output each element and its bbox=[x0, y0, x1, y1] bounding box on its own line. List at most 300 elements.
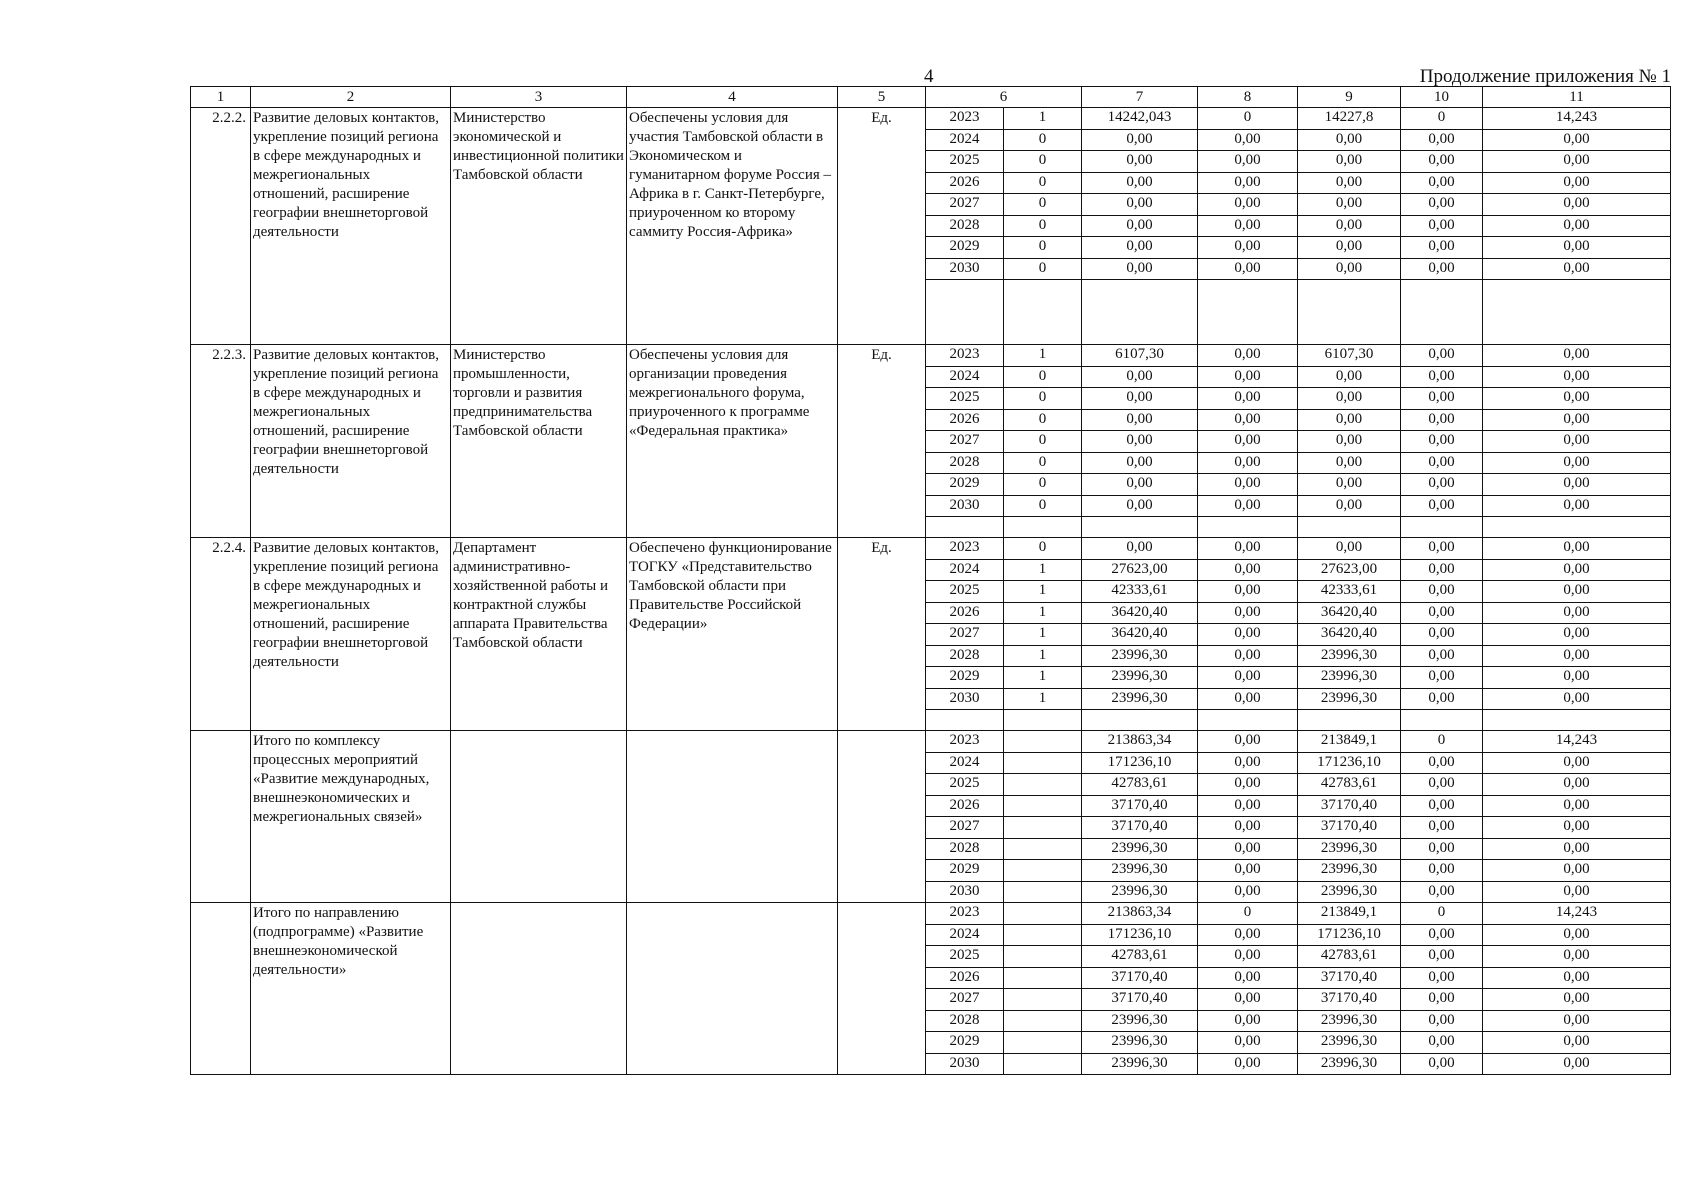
indicator-value-cell bbox=[1004, 838, 1082, 860]
empty-cell bbox=[1004, 517, 1082, 538]
federal-budget-cell: 0,00 bbox=[1198, 860, 1298, 882]
regional-budget-cell: 0,00 bbox=[1298, 129, 1401, 151]
regional-budget-cell: 0,00 bbox=[1298, 366, 1401, 388]
empty-cell bbox=[1401, 710, 1483, 731]
empty-cell bbox=[1198, 517, 1298, 538]
federal-budget-cell: 0,00 bbox=[1198, 881, 1298, 903]
federal-budget-cell: 0,00 bbox=[1198, 258, 1298, 280]
year-cell: 2026 bbox=[926, 967, 1004, 989]
federal-budget-cell: 0,00 bbox=[1198, 452, 1298, 474]
local-budget-cell: 0,00 bbox=[1401, 989, 1483, 1011]
total-funding-cell: 37170,40 bbox=[1082, 967, 1198, 989]
federal-budget-cell: 0,00 bbox=[1198, 559, 1298, 581]
expected-result bbox=[627, 731, 838, 903]
table-row bbox=[191, 345, 1671, 367]
local-budget-cell: 0,00 bbox=[1401, 559, 1483, 581]
year-cell: 2025 bbox=[926, 581, 1004, 603]
indicator-value-cell bbox=[1004, 1010, 1082, 1032]
year-cell: 2030 bbox=[926, 881, 1004, 903]
empty-cell bbox=[1401, 280, 1483, 345]
responsible-executor: Департамент административно-хозяйственной работы и контрактной службы аппарата Правительства Тамбовской области bbox=[451, 538, 627, 731]
federal-budget-cell: 0,00 bbox=[1198, 172, 1298, 194]
regional-budget-cell: 23996,30 bbox=[1298, 645, 1401, 667]
empty-cell bbox=[1483, 710, 1671, 731]
indicator-value-cell bbox=[1004, 903, 1082, 925]
federal-budget-cell: 0,00 bbox=[1198, 795, 1298, 817]
extrabudgetary-cell: 0,00 bbox=[1483, 817, 1671, 839]
regional-budget-cell: 213849,1 bbox=[1298, 731, 1401, 753]
appendix-table bbox=[190, 86, 1671, 1075]
regional-budget-cell: 0,00 bbox=[1298, 194, 1401, 216]
federal-budget-cell: 0,00 bbox=[1198, 581, 1298, 603]
row-code: 2.2.2. bbox=[191, 108, 251, 345]
local-budget-cell: 0,00 bbox=[1401, 774, 1483, 796]
indicator-value-cell: 1 bbox=[1004, 667, 1082, 689]
extrabudgetary-cell: 0,00 bbox=[1483, 688, 1671, 710]
local-budget-cell: 0 bbox=[1401, 903, 1483, 925]
year-cell: 2030 bbox=[926, 495, 1004, 517]
extrabudgetary-cell: 0,00 bbox=[1483, 645, 1671, 667]
extrabudgetary-cell: 0,00 bbox=[1483, 409, 1671, 431]
empty-cell bbox=[1004, 280, 1082, 345]
extrabudgetary-cell: 0,00 bbox=[1483, 172, 1671, 194]
col-header: 6 bbox=[926, 87, 1082, 108]
indicator-value-cell: 0 bbox=[1004, 129, 1082, 151]
indicator-value-cell: 0 bbox=[1004, 474, 1082, 496]
federal-budget-cell: 0,00 bbox=[1198, 388, 1298, 410]
responsible-executor bbox=[451, 731, 627, 903]
extrabudgetary-cell: 0,00 bbox=[1483, 215, 1671, 237]
page-number: 4 bbox=[924, 66, 934, 87]
local-budget-cell: 0,00 bbox=[1401, 1010, 1483, 1032]
total-funding-cell: 14242,043 bbox=[1082, 108, 1198, 130]
empty-cell bbox=[1483, 517, 1671, 538]
local-budget-cell: 0 bbox=[1401, 108, 1483, 130]
year-cell: 2028 bbox=[926, 645, 1004, 667]
extrabudgetary-cell: 0,00 bbox=[1483, 774, 1671, 796]
extrabudgetary-cell: 0,00 bbox=[1483, 345, 1671, 367]
year-cell: 2029 bbox=[926, 667, 1004, 689]
year-cell: 2024 bbox=[926, 366, 1004, 388]
regional-budget-cell: 42783,61 bbox=[1298, 946, 1401, 968]
local-budget-cell: 0,00 bbox=[1401, 688, 1483, 710]
year-cell: 2026 bbox=[926, 602, 1004, 624]
total-funding-cell: 42783,61 bbox=[1082, 946, 1198, 968]
col-header: 10 bbox=[1401, 87, 1483, 108]
local-budget-cell: 0,00 bbox=[1401, 215, 1483, 237]
local-budget-cell: 0,00 bbox=[1401, 258, 1483, 280]
col-header: 5 bbox=[838, 87, 926, 108]
year-cell: 2030 bbox=[926, 1053, 1004, 1075]
year-cell: 2029 bbox=[926, 1032, 1004, 1054]
indicator-value-cell bbox=[1004, 1053, 1082, 1075]
regional-budget-cell: 6107,30 bbox=[1298, 345, 1401, 367]
extrabudgetary-cell: 0,00 bbox=[1483, 474, 1671, 496]
year-cell: 2028 bbox=[926, 452, 1004, 474]
regional-budget-cell: 37170,40 bbox=[1298, 817, 1401, 839]
extrabudgetary-cell: 0,00 bbox=[1483, 581, 1671, 603]
regional-budget-cell: 213849,1 bbox=[1298, 903, 1401, 925]
year-cell: 2029 bbox=[926, 237, 1004, 259]
indicator-value-cell: 0 bbox=[1004, 388, 1082, 410]
federal-budget-cell: 0,00 bbox=[1198, 645, 1298, 667]
indicator-value-cell: 0 bbox=[1004, 409, 1082, 431]
indicator-value-cell bbox=[1004, 1032, 1082, 1054]
year-cell: 2028 bbox=[926, 215, 1004, 237]
indicator-value-cell: 1 bbox=[1004, 345, 1082, 367]
indicator-value-cell bbox=[1004, 989, 1082, 1011]
local-budget-cell: 0,00 bbox=[1401, 860, 1483, 882]
federal-budget-cell: 0,00 bbox=[1198, 688, 1298, 710]
regional-budget-cell: 23996,30 bbox=[1298, 881, 1401, 903]
year-cell: 2027 bbox=[926, 817, 1004, 839]
measure-name: Развитие деловых контактов, укрепление позиций региона в сфере международных и межрегиональных отношений, расширение географии внешнеторговой деятельности bbox=[251, 108, 451, 345]
extrabudgetary-cell: 0,00 bbox=[1483, 946, 1671, 968]
measure-name: Итого по комплексу процессных мероприятий «Развитие международных, внешнеэкономических и межрегиональных связей» bbox=[251, 731, 451, 903]
total-funding-cell: 0,00 bbox=[1082, 237, 1198, 259]
total-funding-cell: 0,00 bbox=[1082, 495, 1198, 517]
indicator-value-cell: 1 bbox=[1004, 602, 1082, 624]
local-budget-cell: 0,00 bbox=[1401, 602, 1483, 624]
expected-result bbox=[627, 903, 838, 1075]
total-funding-cell: 27623,00 bbox=[1082, 559, 1198, 581]
extrabudgetary-cell: 0,00 bbox=[1483, 860, 1671, 882]
regional-budget-cell: 0,00 bbox=[1298, 215, 1401, 237]
expected-result: Обеспечены условия для участия Тамбовской области в Экономическом и гуманитарном форуме Россия – Африка в г. Санкт-Петербурге, приуроченном ко второму саммиту Россия-Африка» bbox=[627, 108, 838, 345]
year-cell: 2029 bbox=[926, 860, 1004, 882]
federal-budget-cell: 0,00 bbox=[1198, 924, 1298, 946]
year-cell: 2025 bbox=[926, 774, 1004, 796]
year-cell: 2023 bbox=[926, 903, 1004, 925]
table-row bbox=[191, 731, 1671, 753]
local-budget-cell: 0,00 bbox=[1401, 1032, 1483, 1054]
year-cell: 2030 bbox=[926, 688, 1004, 710]
federal-budget-cell: 0,00 bbox=[1198, 129, 1298, 151]
empty-cell bbox=[926, 280, 1004, 345]
indicator-value-cell bbox=[1004, 731, 1082, 753]
extrabudgetary-cell: 0,00 bbox=[1483, 795, 1671, 817]
total-funding-cell: 42783,61 bbox=[1082, 774, 1198, 796]
regional-budget-cell: 0,00 bbox=[1298, 431, 1401, 453]
responsible-executor: Министерство промышленности, торговли и развития предпринимательства Тамбовской области bbox=[451, 345, 627, 538]
regional-budget-cell: 171236,10 bbox=[1298, 752, 1401, 774]
federal-budget-cell: 0 bbox=[1198, 108, 1298, 130]
local-budget-cell: 0,00 bbox=[1401, 409, 1483, 431]
year-cell: 2025 bbox=[926, 946, 1004, 968]
regional-budget-cell: 36420,40 bbox=[1298, 624, 1401, 646]
col-header: 8 bbox=[1198, 87, 1298, 108]
total-funding-cell: 23996,30 bbox=[1082, 645, 1198, 667]
extrabudgetary-cell: 0,00 bbox=[1483, 752, 1671, 774]
federal-budget-cell: 0,00 bbox=[1198, 1032, 1298, 1054]
year-cell: 2026 bbox=[926, 409, 1004, 431]
total-funding-cell: 0,00 bbox=[1082, 431, 1198, 453]
total-funding-cell: 23996,30 bbox=[1082, 667, 1198, 689]
total-funding-cell: 0,00 bbox=[1082, 151, 1198, 173]
extrabudgetary-cell: 0,00 bbox=[1483, 924, 1671, 946]
regional-budget-cell: 0,00 bbox=[1298, 237, 1401, 259]
regional-budget-cell: 0,00 bbox=[1298, 172, 1401, 194]
local-budget-cell: 0,00 bbox=[1401, 667, 1483, 689]
year-cell: 2024 bbox=[926, 924, 1004, 946]
measure-name: Итого по направлению (подпрограмме) «Развитие внешнеэкономической деятельности» bbox=[251, 903, 451, 1075]
total-funding-cell: 23996,30 bbox=[1082, 1032, 1198, 1054]
col-header: 3 bbox=[451, 87, 627, 108]
federal-budget-cell: 0,00 bbox=[1198, 431, 1298, 453]
total-funding-cell: 23996,30 bbox=[1082, 881, 1198, 903]
indicator-value-cell: 0 bbox=[1004, 495, 1082, 517]
federal-budget-cell: 0,00 bbox=[1198, 752, 1298, 774]
row-code bbox=[191, 731, 251, 903]
local-budget-cell: 0,00 bbox=[1401, 345, 1483, 367]
indicator-value-cell bbox=[1004, 946, 1082, 968]
indicator-value-cell bbox=[1004, 860, 1082, 882]
federal-budget-cell: 0,00 bbox=[1198, 946, 1298, 968]
empty-cell bbox=[926, 710, 1004, 731]
federal-budget-cell: 0,00 bbox=[1198, 774, 1298, 796]
year-cell: 2026 bbox=[926, 172, 1004, 194]
unit-of-measure bbox=[838, 903, 926, 1075]
unit-of-measure: Ед. bbox=[838, 108, 926, 345]
table-row bbox=[191, 538, 1671, 560]
indicator-value-cell: 1 bbox=[1004, 108, 1082, 130]
local-budget-cell: 0,00 bbox=[1401, 172, 1483, 194]
regional-budget-cell: 0,00 bbox=[1298, 258, 1401, 280]
total-funding-cell: 23996,30 bbox=[1082, 838, 1198, 860]
federal-budget-cell: 0,00 bbox=[1198, 838, 1298, 860]
expected-result: Обеспечены условия для организации проведения межрегионального форума, приуроченного к программе «Федеральная практика» bbox=[627, 345, 838, 538]
extrabudgetary-cell: 0,00 bbox=[1483, 129, 1671, 151]
total-funding-cell: 0,00 bbox=[1082, 474, 1198, 496]
empty-cell bbox=[1483, 280, 1671, 345]
regional-budget-cell: 27623,00 bbox=[1298, 559, 1401, 581]
federal-budget-cell: 0,00 bbox=[1198, 151, 1298, 173]
regional-budget-cell: 23996,30 bbox=[1298, 1010, 1401, 1032]
total-funding-cell: 0,00 bbox=[1082, 172, 1198, 194]
indicator-value-cell: 0 bbox=[1004, 431, 1082, 453]
federal-budget-cell: 0,00 bbox=[1198, 237, 1298, 259]
regional-budget-cell: 37170,40 bbox=[1298, 967, 1401, 989]
extrabudgetary-cell: 0,00 bbox=[1483, 602, 1671, 624]
regional-budget-cell: 0,00 bbox=[1298, 388, 1401, 410]
regional-budget-cell: 0,00 bbox=[1298, 151, 1401, 173]
local-budget-cell: 0,00 bbox=[1401, 194, 1483, 216]
total-funding-cell: 0,00 bbox=[1082, 409, 1198, 431]
total-funding-cell: 23996,30 bbox=[1082, 1053, 1198, 1075]
indicator-value-cell bbox=[1004, 924, 1082, 946]
year-cell: 2026 bbox=[926, 795, 1004, 817]
federal-budget-cell: 0,00 bbox=[1198, 538, 1298, 560]
row-code bbox=[191, 903, 251, 1075]
continuation-label: Продолжение приложения № 1 bbox=[1419, 66, 1671, 87]
federal-budget-cell: 0,00 bbox=[1198, 474, 1298, 496]
year-cell: 2024 bbox=[926, 752, 1004, 774]
year-cell: 2024 bbox=[926, 129, 1004, 151]
empty-cell bbox=[926, 517, 1004, 538]
extrabudgetary-cell: 0,00 bbox=[1483, 838, 1671, 860]
empty-cell bbox=[1298, 280, 1401, 345]
regional-budget-cell: 42333,61 bbox=[1298, 581, 1401, 603]
regional-budget-cell: 23996,30 bbox=[1298, 860, 1401, 882]
total-funding-cell: 0,00 bbox=[1082, 129, 1198, 151]
col-header: 2 bbox=[251, 87, 451, 108]
total-funding-cell: 0,00 bbox=[1082, 366, 1198, 388]
total-funding-cell: 171236,10 bbox=[1082, 752, 1198, 774]
total-funding-cell: 0,00 bbox=[1082, 452, 1198, 474]
local-budget-cell: 0,00 bbox=[1401, 151, 1483, 173]
regional-budget-cell: 0,00 bbox=[1298, 474, 1401, 496]
local-budget-cell: 0,00 bbox=[1401, 538, 1483, 560]
regional-budget-cell: 23996,30 bbox=[1298, 1053, 1401, 1075]
empty-cell bbox=[1401, 517, 1483, 538]
federal-budget-cell: 0,00 bbox=[1198, 989, 1298, 1011]
federal-budget-cell: 0,00 bbox=[1198, 495, 1298, 517]
federal-budget-cell: 0,00 bbox=[1198, 817, 1298, 839]
regional-budget-cell: 23996,30 bbox=[1298, 1032, 1401, 1054]
regional-budget-cell: 37170,40 bbox=[1298, 795, 1401, 817]
local-budget-cell: 0,00 bbox=[1401, 645, 1483, 667]
federal-budget-cell: 0,00 bbox=[1198, 624, 1298, 646]
year-cell: 2027 bbox=[926, 194, 1004, 216]
federal-budget-cell: 0 bbox=[1198, 903, 1298, 925]
indicator-value-cell bbox=[1004, 967, 1082, 989]
year-cell: 2027 bbox=[926, 431, 1004, 453]
empty-cell bbox=[1082, 280, 1198, 345]
total-funding-cell: 36420,40 bbox=[1082, 602, 1198, 624]
regional-budget-cell: 36420,40 bbox=[1298, 602, 1401, 624]
empty-cell bbox=[1082, 517, 1198, 538]
indicator-value-cell: 0 bbox=[1004, 237, 1082, 259]
unit-of-measure: Ед. bbox=[838, 345, 926, 538]
local-budget-cell: 0,00 bbox=[1401, 452, 1483, 474]
total-funding-cell: 0,00 bbox=[1082, 215, 1198, 237]
local-budget-cell: 0,00 bbox=[1401, 129, 1483, 151]
federal-budget-cell: 0,00 bbox=[1198, 667, 1298, 689]
total-funding-cell: 36420,40 bbox=[1082, 624, 1198, 646]
total-funding-cell: 23996,30 bbox=[1082, 860, 1198, 882]
local-budget-cell: 0,00 bbox=[1401, 474, 1483, 496]
federal-budget-cell: 0,00 bbox=[1198, 194, 1298, 216]
total-funding-cell: 37170,40 bbox=[1082, 795, 1198, 817]
col-header: 1 bbox=[191, 87, 251, 108]
table-row bbox=[191, 108, 1671, 130]
extrabudgetary-cell: 14,243 bbox=[1483, 731, 1671, 753]
local-budget-cell: 0,00 bbox=[1401, 924, 1483, 946]
indicator-value-cell: 0 bbox=[1004, 258, 1082, 280]
local-budget-cell: 0,00 bbox=[1401, 581, 1483, 603]
federal-budget-cell: 0,00 bbox=[1198, 1053, 1298, 1075]
extrabudgetary-cell: 0,00 bbox=[1483, 624, 1671, 646]
indicator-value-cell bbox=[1004, 817, 1082, 839]
empty-cell bbox=[1198, 710, 1298, 731]
total-funding-cell: 0,00 bbox=[1082, 258, 1198, 280]
regional-budget-cell: 23996,30 bbox=[1298, 667, 1401, 689]
extrabudgetary-cell: 14,243 bbox=[1483, 108, 1671, 130]
year-cell: 2028 bbox=[926, 838, 1004, 860]
year-cell: 2023 bbox=[926, 731, 1004, 753]
regional-budget-cell: 23996,30 bbox=[1298, 838, 1401, 860]
indicator-value-cell: 0 bbox=[1004, 538, 1082, 560]
local-budget-cell: 0,00 bbox=[1401, 388, 1483, 410]
expected-result: Обеспечено функционирование ТОГКУ «Представительство Тамбовской области при Правительстве Российской Федерации» bbox=[627, 538, 838, 731]
regional-budget-cell: 0,00 bbox=[1298, 409, 1401, 431]
regional-budget-cell: 42783,61 bbox=[1298, 774, 1401, 796]
indicator-value-cell: 0 bbox=[1004, 452, 1082, 474]
total-funding-cell: 0,00 bbox=[1082, 194, 1198, 216]
column-number-row bbox=[191, 87, 1671, 108]
extrabudgetary-cell: 0,00 bbox=[1483, 258, 1671, 280]
federal-budget-cell: 0,00 bbox=[1198, 215, 1298, 237]
federal-budget-cell: 0,00 bbox=[1198, 1010, 1298, 1032]
empty-cell bbox=[1298, 517, 1401, 538]
year-cell: 2030 bbox=[926, 258, 1004, 280]
total-funding-cell: 42333,61 bbox=[1082, 581, 1198, 603]
regional-budget-cell: 0,00 bbox=[1298, 452, 1401, 474]
total-funding-cell: 171236,10 bbox=[1082, 924, 1198, 946]
local-budget-cell: 0,00 bbox=[1401, 752, 1483, 774]
local-budget-cell: 0,00 bbox=[1401, 366, 1483, 388]
local-budget-cell: 0 bbox=[1401, 731, 1483, 753]
responsible-executor bbox=[451, 903, 627, 1075]
row-code: 2.2.4. bbox=[191, 538, 251, 731]
indicator-value-cell: 0 bbox=[1004, 366, 1082, 388]
extrabudgetary-cell: 0,00 bbox=[1483, 1010, 1671, 1032]
indicator-value-cell bbox=[1004, 774, 1082, 796]
regional-budget-cell: 37170,40 bbox=[1298, 989, 1401, 1011]
year-cell: 2023 bbox=[926, 108, 1004, 130]
regional-budget-cell: 171236,10 bbox=[1298, 924, 1401, 946]
extrabudgetary-cell: 0,00 bbox=[1483, 1053, 1671, 1075]
year-cell: 2028 bbox=[926, 1010, 1004, 1032]
table-row bbox=[191, 903, 1671, 925]
total-funding-cell: 213863,34 bbox=[1082, 903, 1198, 925]
regional-budget-cell: 0,00 bbox=[1298, 538, 1401, 560]
col-header: 11 bbox=[1483, 87, 1671, 108]
unit-of-measure: Ед. bbox=[838, 538, 926, 731]
year-cell: 2023 bbox=[926, 345, 1004, 367]
indicator-value-cell: 0 bbox=[1004, 151, 1082, 173]
local-budget-cell: 0,00 bbox=[1401, 624, 1483, 646]
indicator-value-cell: 1 bbox=[1004, 581, 1082, 603]
total-funding-cell: 0,00 bbox=[1082, 538, 1198, 560]
year-cell: 2027 bbox=[926, 624, 1004, 646]
extrabudgetary-cell: 0,00 bbox=[1483, 989, 1671, 1011]
total-funding-cell: 23996,30 bbox=[1082, 688, 1198, 710]
extrabudgetary-cell: 0,00 bbox=[1483, 237, 1671, 259]
local-budget-cell: 0,00 bbox=[1401, 1053, 1483, 1075]
local-budget-cell: 0,00 bbox=[1401, 817, 1483, 839]
regional-budget-cell: 0,00 bbox=[1298, 495, 1401, 517]
indicator-value-cell: 1 bbox=[1004, 688, 1082, 710]
total-funding-cell: 37170,40 bbox=[1082, 817, 1198, 839]
indicator-value-cell bbox=[1004, 881, 1082, 903]
regional-budget-cell: 23996,30 bbox=[1298, 688, 1401, 710]
federal-budget-cell: 0,00 bbox=[1198, 731, 1298, 753]
local-budget-cell: 0,00 bbox=[1401, 495, 1483, 517]
federal-budget-cell: 0,00 bbox=[1198, 366, 1298, 388]
measure-name: Развитие деловых контактов, укрепление позиций региона в сфере международных и межрегиональных отношений, расширение географии внешнеторговой деятельности bbox=[251, 538, 451, 731]
extrabudgetary-cell: 0,00 bbox=[1483, 366, 1671, 388]
extrabudgetary-cell: 0,00 bbox=[1483, 151, 1671, 173]
empty-cell bbox=[1082, 710, 1198, 731]
measure-name: Развитие деловых контактов, укрепление позиций региона в сфере международных и межрегиональных отношений, расширение географии внешнеторговой деятельности bbox=[251, 345, 451, 538]
unit-of-measure bbox=[838, 731, 926, 903]
extrabudgetary-cell: 0,00 bbox=[1483, 431, 1671, 453]
federal-budget-cell: 0,00 bbox=[1198, 345, 1298, 367]
indicator-value-cell bbox=[1004, 795, 1082, 817]
federal-budget-cell: 0,00 bbox=[1198, 967, 1298, 989]
empty-cell bbox=[1298, 710, 1401, 731]
